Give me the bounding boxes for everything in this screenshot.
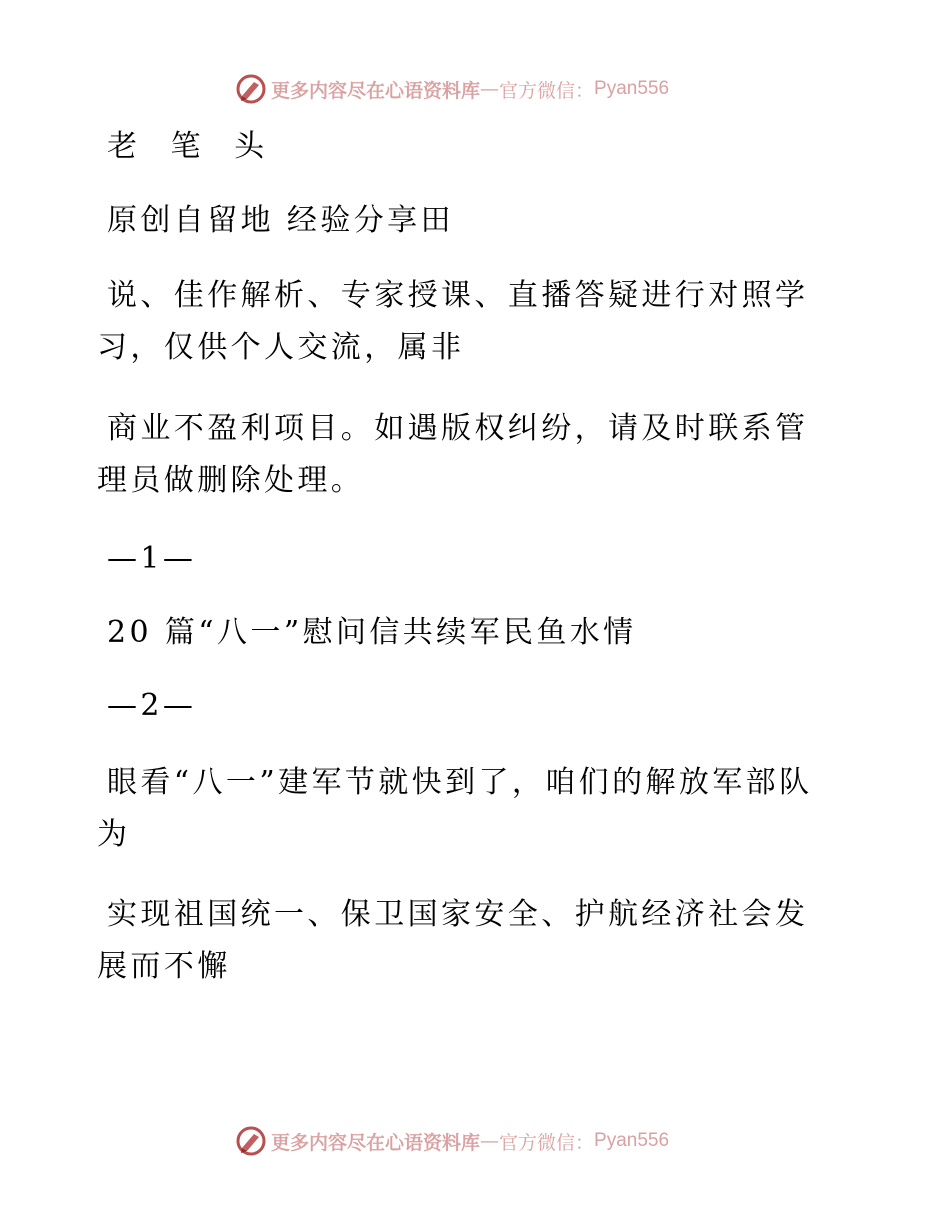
watermark-wechat-label: 官方微信： [499,79,595,102]
watermark-banner-bottom [235,1124,669,1158]
subtitle-line: 原创自留地 经验分享田 [107,203,454,238]
heading-laobitou: 老 笔 头 [107,129,277,164]
watermark-main-text: 更多内容尽在心语资料库 [271,1131,481,1154]
watermark-main-text: 更多内容尽在心语资料库 [271,79,481,102]
pen-logo-icon [235,1125,267,1157]
watermark-banner-top [235,72,669,106]
watermark-dash: — [480,1130,500,1152]
pen-logo-icon [235,73,267,105]
page-marker-2: —2— [107,688,197,723]
disclaimer-paragraph-2: 商业不盈利项目。如遇版权纠纷，请及时联系管理员做删除处理。 [97,411,809,498]
disclaimer-paragraph-1: 说、佳作解析、专家授课、直播答疑进行对照学习，仅供个人交流，属非 [97,278,809,365]
watermark-wechat-id: Pyan556 [594,78,670,99]
watermark-wechat-id: Pyan556 [594,1130,670,1151]
watermark-wechat-label: 官方微信： [499,1131,595,1154]
page-marker-1: —1— [107,541,197,576]
body-paragraph-1: 眼看“八一”建军节就快到了，咱们的解放军部队为 [97,765,813,852]
watermark-dash: — [480,78,500,100]
article-title: 20 篇“八一”慰问信共续军民鱼水情 [107,615,637,650]
body-paragraph-2: 实现祖国统一、保卫国家安全、护航经济社会发展而不懈 [97,897,809,984]
